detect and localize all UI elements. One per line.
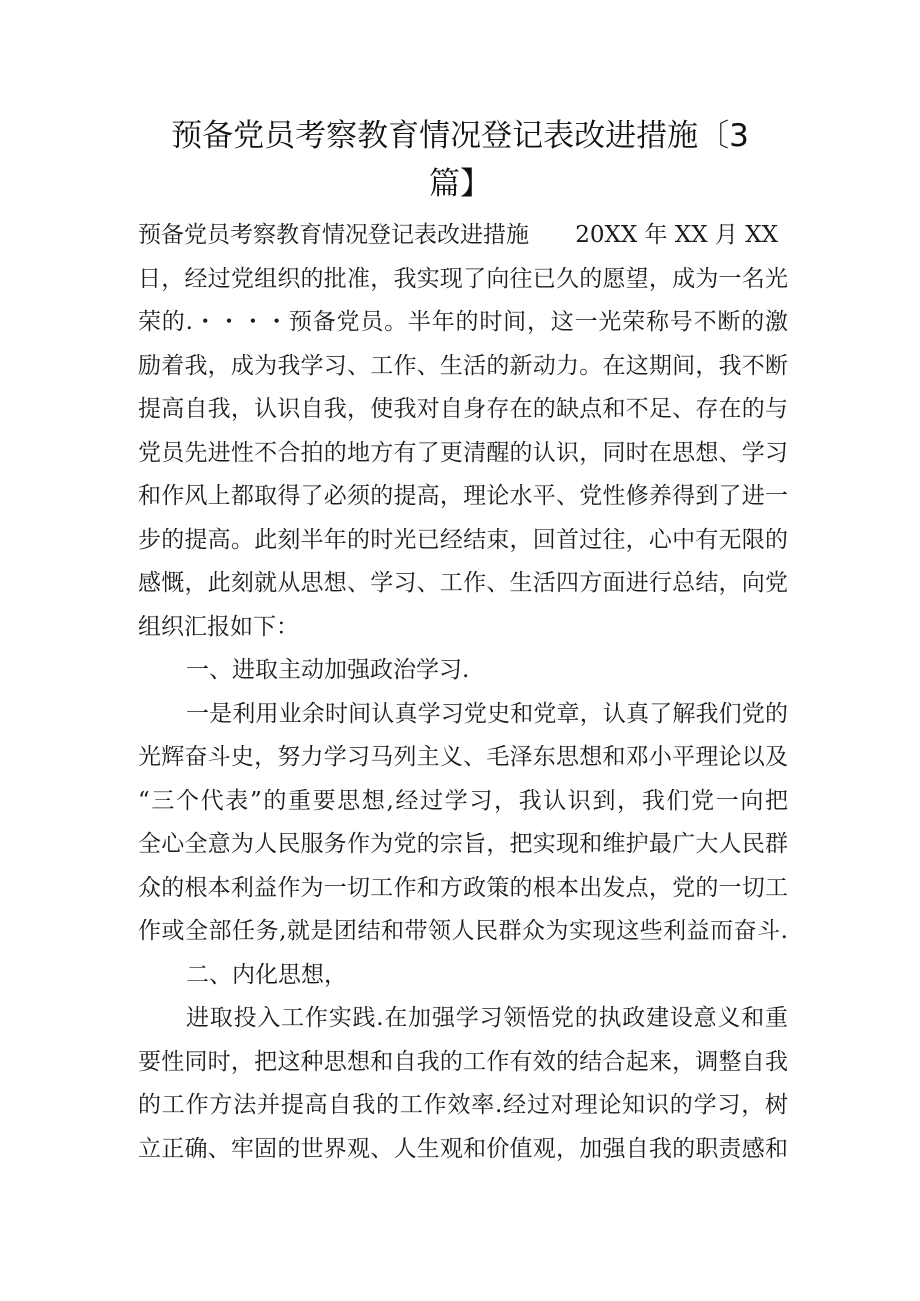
section1-heading: 一、进取主动加强政治学习. — [186, 657, 470, 683]
intro-line: 和作风上都取得了必须的提高，理论水平、党性修养得到了进一 — [138, 483, 788, 509]
intro-line: 步的提高。此刻半年的时光已经结束，回首过往，心中有无限的 — [138, 526, 788, 553]
section2-line: 的工作方法并提高自我的工作效率.经过对理论知识的学习，树 — [138, 1092, 788, 1118]
intro-date: 20XX 年 XX 月 XX — [575, 222, 778, 248]
document-title-line2: 篇】 — [429, 166, 491, 202]
section1-line: 一是利用业余时间认真学习党史和党章，认真了解我们党的 — [186, 700, 788, 727]
intro-lead: 预备党员考察教育情况登记表改进措施 — [138, 222, 529, 248]
section1-line: 全心全意为人民服务作为党的宗旨，把实现和维护最广大人民群 — [138, 831, 788, 857]
intro-line: 励着我，成为我学习、工作、生活的新动力。在这期间，我不断 — [138, 352, 788, 379]
section1-line: 光辉奋斗史，努力学习马列主义、毛泽东思想和邓小平理论以及 — [138, 744, 788, 770]
intro-line: 提高自我，认识自我，使我对自身存在的缺点和不足、存在的与 — [138, 396, 788, 422]
intro-line: 日，经过党组织的批准，我实现了向往已久的愿望，成为一名光 — [138, 265, 788, 292]
intro-line: 荣的.・・・・预备党员。半年的时间，这一光荣称号不断的激 — [138, 309, 788, 335]
section1-line: 众的根本利益作为一切工作和方政策的根本出发点，党的一切工 — [138, 874, 788, 901]
section1-line: “三个代表”的重要思想,经过学习，我认识到，我们党一向把 — [138, 787, 788, 814]
intro-line: 组织汇报如下： — [138, 613, 299, 640]
section1-line: 作或全部任务,就是团结和带领人民群众为实现这些利益而奋斗. — [138, 918, 788, 944]
section2-line: 立正确、牢固的世界观、人生观和价值观，加强自我的职责感和 — [138, 1135, 788, 1162]
intro-line: 党员先进性不合拍的地方有了更清醒的认识，同时在思想、学习 — [138, 439, 788, 466]
section2-heading: 二、内化思想， — [186, 961, 347, 988]
document-title-line1: 预备党员考察教育情况登记表改进措施〔3 — [171, 118, 749, 154]
intro-line: 感慨，此刻就从思想、学习、工作、生活四方面进行总结，向党 — [138, 570, 788, 596]
intro-first-line — [138, 214, 788, 258]
section2-line: 要性同时，把这种思想和自我的工作有效的结合起来，调整自我 — [138, 1048, 788, 1075]
document-body — [138, 214, 788, 1171]
section2-line: 进取投入工作实践.在加强学习领悟党的执政建设意义和重 — [186, 1005, 788, 1031]
